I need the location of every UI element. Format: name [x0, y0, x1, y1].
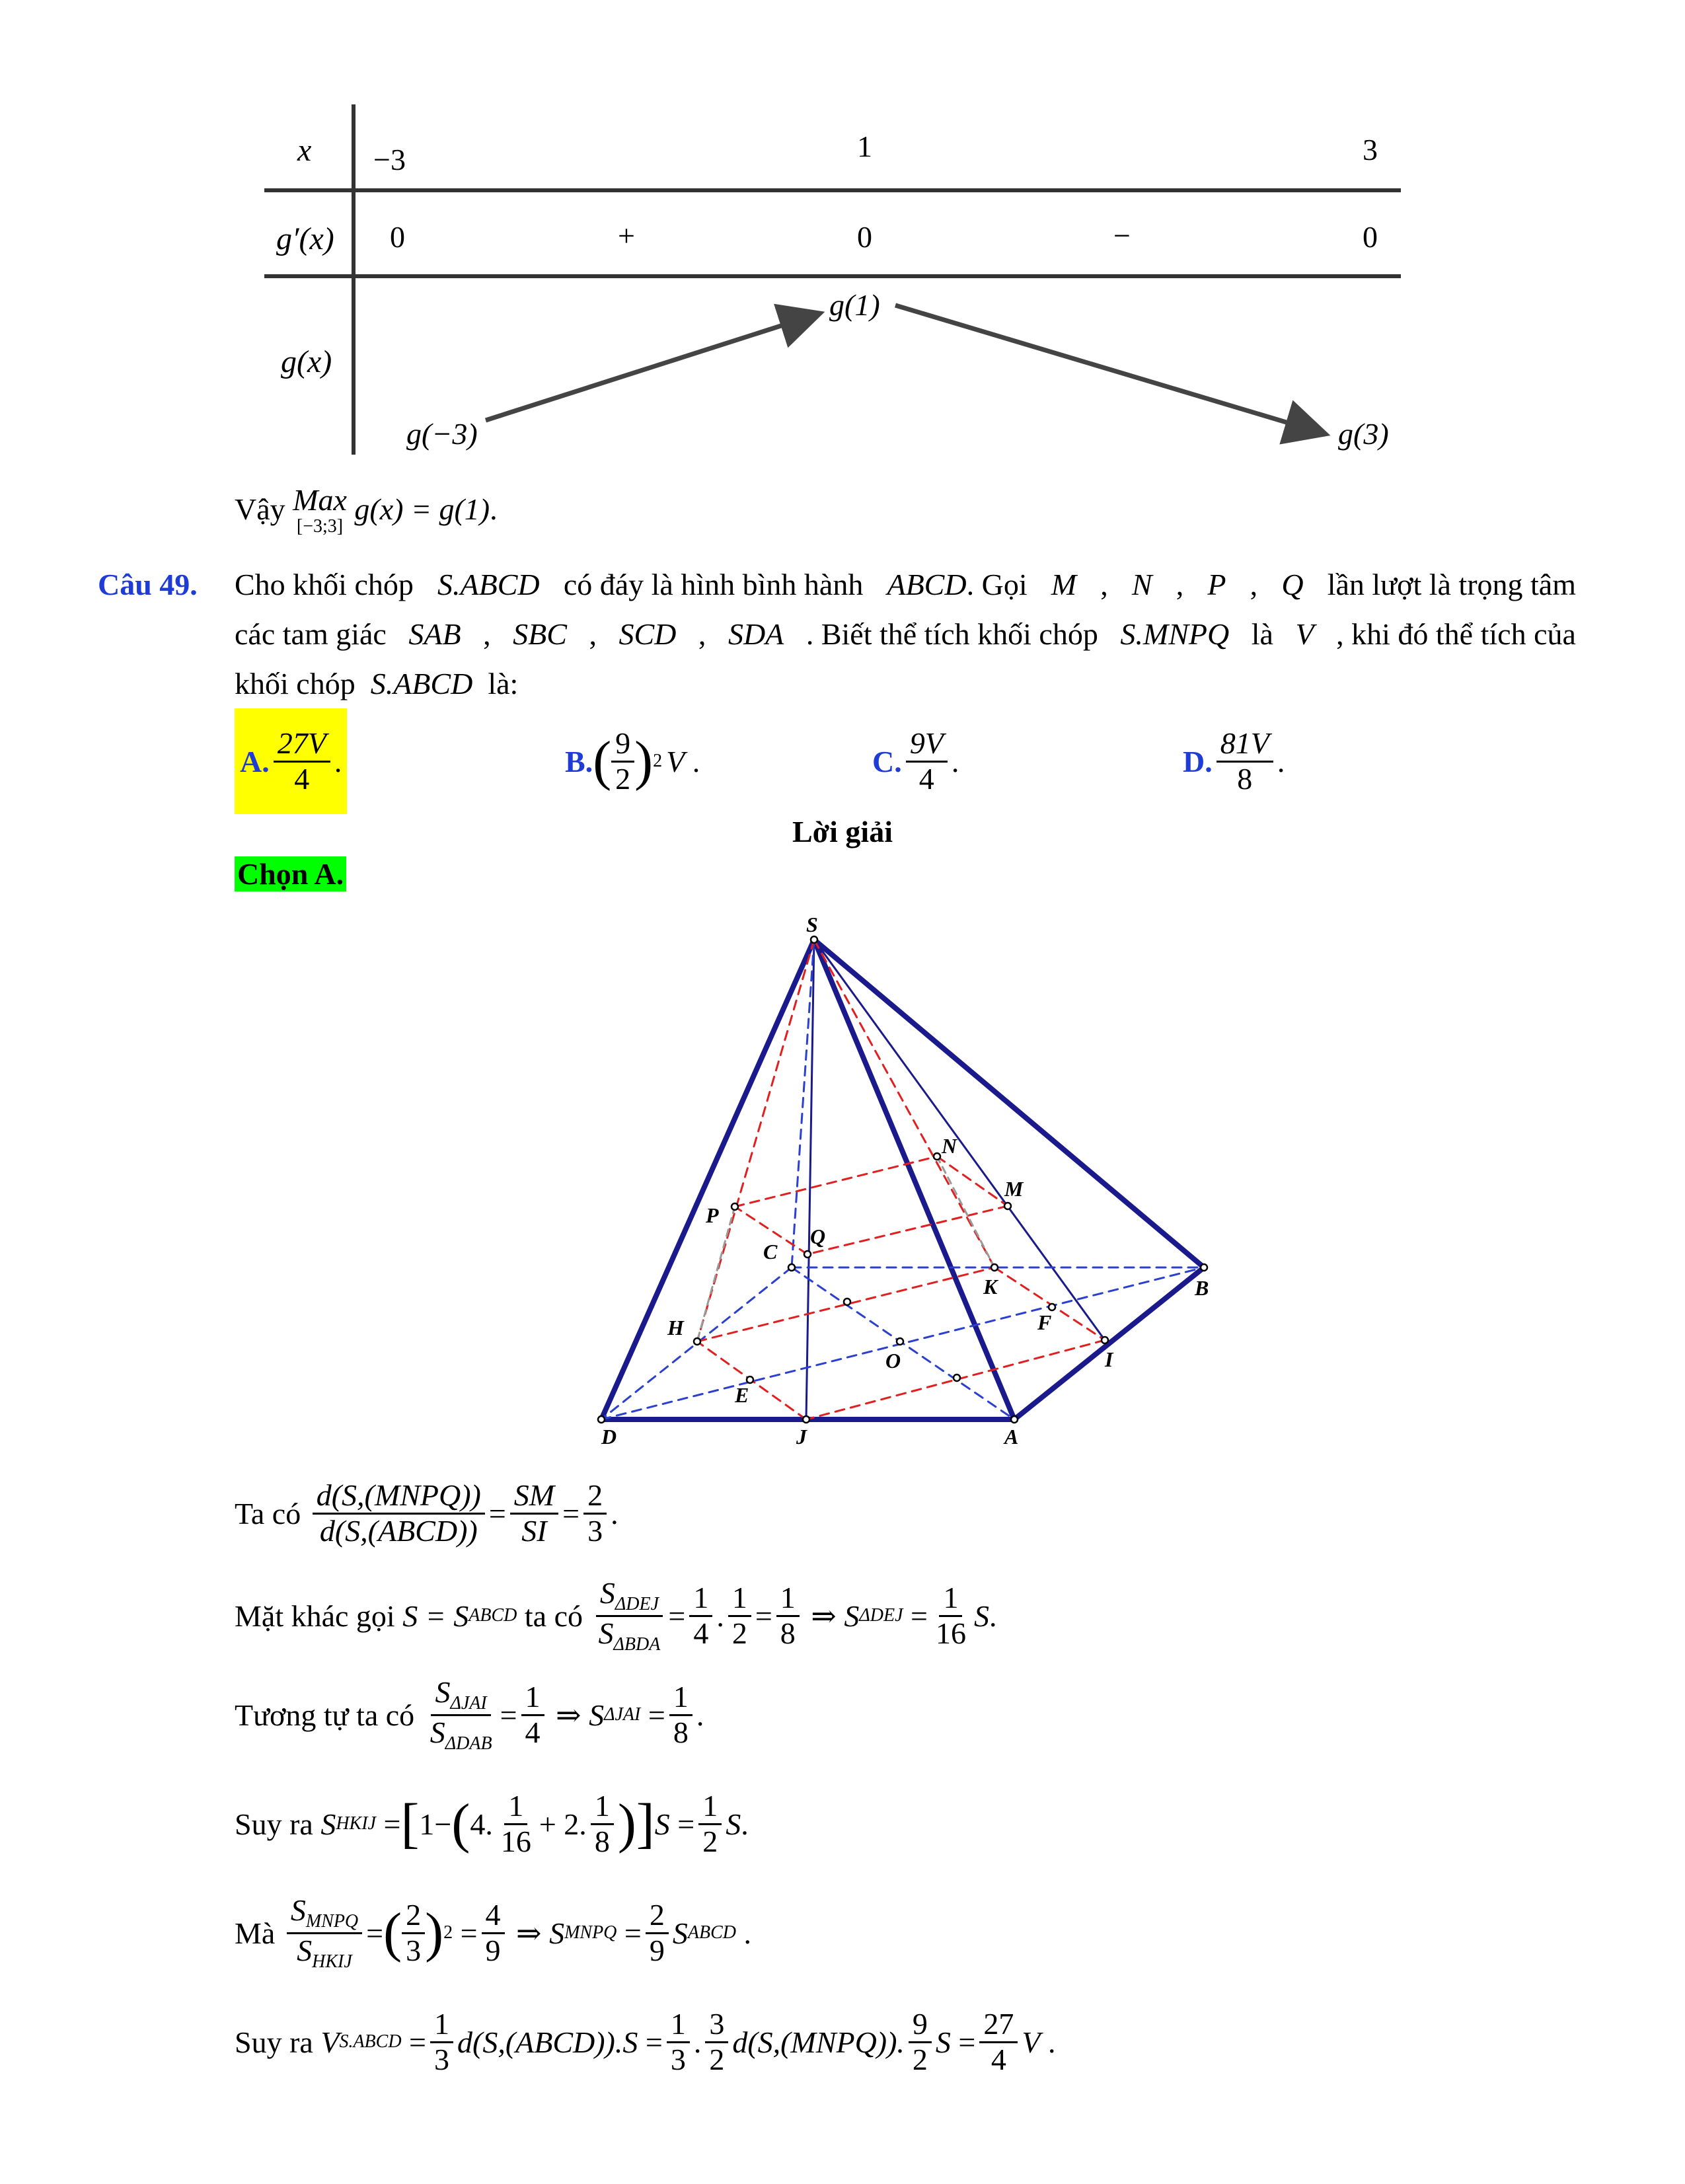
s2-prefix: Mặt khác gọi: [235, 1599, 395, 1633]
solution-choice: Chọn A.: [235, 856, 346, 891]
row-label-g: g(x): [281, 344, 332, 379]
s5-prefix: Mà: [235, 1916, 276, 1950]
step-4: Suy ra S HKIJ = [ 1 − ( 4. $\frac{1}{16}$ + 2. $\frac{1}{8}$ ) ] S = $\frac{1}{2}$ S .: [235, 1788, 749, 1858]
s6-d1: d(S,(ABCD)).S: [457, 2025, 638, 2059]
s1-res-num: 2: [583, 1479, 607, 1515]
s6-f4-d: 2: [912, 2042, 928, 2076]
s3-den-sub: ΔDAB: [445, 1733, 492, 1754]
option-b[interactable]: B. ( $\frac{9}{2}$ ) 2 V .: [565, 726, 700, 796]
s6-f2-d: 3: [670, 2042, 686, 2076]
s2-num-sub: ΔDEJ: [615, 1593, 659, 1614]
q1a: Cho khối chóp: [235, 568, 414, 601]
s6-f1-n: 1: [430, 2008, 453, 2043]
option-d[interactable]: D. $\frac{81V}{8}$ .: [1183, 726, 1285, 796]
q3b: là:: [488, 667, 519, 700]
q2-smnpq: S.MNPQ: [1120, 617, 1230, 651]
s1-res-den: 3: [587, 1513, 603, 1548]
s4-f1-n: 1: [504, 1789, 527, 1825]
question-number: Câu 49.: [98, 568, 198, 601]
max-word: Max: [293, 483, 347, 517]
s5-f2-d: 9: [485, 1933, 501, 1967]
option-b-exp: 2: [653, 751, 663, 771]
s5-tail-sub: ABCD: [687, 1922, 736, 1943]
s2-def: S = S: [402, 1599, 469, 1633]
option-c[interactable]: C. $\frac{9V}{4}$ .: [872, 726, 959, 796]
q2-v: V: [1295, 617, 1314, 651]
s5-exp: 2: [443, 1922, 453, 1943]
q1-n: N: [1131, 568, 1152, 601]
s6-prefix: Suy ra: [235, 2025, 313, 2059]
q2b: . Biết thể tích khối chóp: [805, 617, 1098, 651]
solution-title: Lời giải: [792, 815, 893, 848]
s2-tail: S: [973, 1599, 989, 1633]
fig-label-d: D: [601, 1425, 617, 1449]
q1-sabcd: S.ABCD: [437, 568, 540, 601]
s6-f5-n: 27: [979, 2008, 1018, 2043]
conclusion-expression: g(x) = g(1): [354, 492, 490, 526]
q1-p: P: [1207, 568, 1226, 601]
fig-label-b: B: [1195, 1276, 1209, 1300]
conclusion-line: [235, 482, 498, 536]
question-line-2: các tam giác SAB , SBC , SCD , SDA . Biết thể tích khối chóp S.MNPQ là V , khi đó thể tích của: [235, 617, 1576, 651]
s6-v: V: [320, 2025, 340, 2059]
s3-res-sub: ΔJAI: [604, 1704, 641, 1725]
s6-s: S: [935, 2025, 951, 2059]
s4-prefix: Suy ra: [235, 1807, 313, 1841]
fig-label-s: S: [806, 913, 818, 936]
s4-f1-d: 16: [500, 1824, 531, 1858]
conclusion-prefix: Vậy: [235, 492, 285, 526]
s3-res-n: 1: [669, 1680, 693, 1716]
fig-label-k: K: [983, 1275, 998, 1299]
option-a-den: 4: [294, 761, 310, 796]
option-d-num: 81V: [1217, 727, 1273, 763]
q2-sbc: SBC: [513, 617, 567, 651]
conclusion-end: .: [490, 492, 498, 526]
s2-f3-d: 8: [780, 1616, 796, 1650]
s1-mid-den: SI: [521, 1513, 547, 1548]
s6-f2-n: 1: [667, 2008, 690, 2043]
fig-label-f: F: [1037, 1310, 1052, 1334]
s3-f1-d: 4: [525, 1715, 541, 1749]
step-1: Ta có $\frac{\text{d(S,(MNPQ))}}{\text{d(S,(ABCD))}}$ = $\frac{SM}{SI}$ = $\frac{2}{3}$ .: [235, 1478, 618, 1548]
s5-res-n: 2: [646, 1899, 669, 1934]
s4-one: 1: [419, 1807, 435, 1841]
deriv-value-1: 0: [390, 220, 405, 254]
q2-sab: SAB: [408, 617, 461, 651]
option-c-num: 9V: [906, 727, 948, 763]
g-value-end: g(3): [1338, 417, 1389, 451]
s3-prefix: Tương tự ta có: [235, 1698, 415, 1732]
s2-f2-n: 1: [728, 1581, 751, 1617]
step-6: Suy ra V S.ABCD = $\frac{1}{3}$ d(S,(ABCD)).S = $\frac{1}{3}$ . $\frac{3}{2}$ d(S,(MNPQ)). $\frac{9}{2}$ S = $\frac{27}{4}$ V .: [235, 2006, 1056, 2076]
fig-label-o: O: [885, 1349, 901, 1373]
question-line-3: [235, 666, 518, 701]
s6-v-sub: S.ABCD: [339, 2031, 402, 2052]
s4-plus: + 2.: [539, 1807, 587, 1841]
row-label-gprime: g′(x): [276, 221, 334, 256]
fig-label-h: H: [667, 1316, 684, 1339]
max-interval: [−3;3]: [296, 516, 344, 537]
s6-f5-d: 4: [991, 2042, 1006, 2076]
s2-den-sub: ΔBDA: [613, 1634, 661, 1655]
s4-sub: HKIJ: [336, 1813, 376, 1834]
row-label-x: x: [297, 133, 312, 168]
option-d-label: D.: [1183, 744, 1213, 778]
s3-f1-n: 1: [521, 1680, 544, 1716]
s5-num-sub: MNPQ: [305, 1910, 359, 1932]
s2-f2-d: 2: [731, 1616, 747, 1650]
q3a: khối chóp: [235, 667, 356, 700]
option-a-num: 27V: [274, 727, 330, 763]
fig-label-q: Q: [810, 1224, 826, 1248]
step-3: Tương tự ta có $\frac{S_{\Delta JAI}}{S_{\Delta DAB}}$ = $\frac{1}{4}$ ⇒ S ΔJAI = $\frac{1}{8}$ .: [235, 1675, 704, 1754]
s2-res-d: 16: [935, 1616, 966, 1650]
s2-res-n: 1: [939, 1581, 962, 1617]
q1-m: M: [1051, 568, 1077, 601]
option-b-after: V: [666, 744, 685, 778]
s4-four: 4.: [470, 1807, 493, 1841]
x-value-2: 1: [857, 130, 872, 163]
s6-f1-d: 3: [434, 2042, 449, 2076]
s2-f1-d: 4: [693, 1616, 709, 1650]
s5-den-sub: HKIJ: [312, 1951, 352, 1972]
x-value-3: 3: [1363, 133, 1378, 167]
s4-f2-n: 1: [591, 1789, 614, 1825]
s2-num: S: [599, 1575, 615, 1610]
s6-f3-d: 2: [709, 2042, 725, 2076]
s2-f1-n: 1: [689, 1581, 712, 1617]
s1-den: d(S,(ABCD)): [319, 1513, 478, 1548]
s6-f4-n: 9: [909, 2008, 932, 2043]
s6-tail: V: [1022, 2025, 1041, 2059]
q1-q: Q: [1281, 568, 1304, 601]
deriv-value-2: +: [618, 219, 635, 252]
fig-label-m: M: [1004, 1177, 1024, 1201]
s5-res-d: 9: [649, 1933, 665, 1967]
s1-num: d(S,(MNPQ)): [313, 1479, 485, 1515]
s1-mid-num: SM: [510, 1479, 558, 1515]
step-5: Mà $\frac{S_{MNPQ}}{S_{HKIJ}}$ = ( $\frac{2}{3}$ ) 2 = $\frac{4}{9}$ ⇒ S MNPQ = $\frac{2}{9}$ S ABCD .: [235, 1893, 751, 1972]
fig-label-j: J: [796, 1425, 807, 1449]
s6-d2: d(S,(MNPQ)).: [732, 2025, 905, 2059]
q1c: . Gọi: [966, 568, 1028, 601]
option-b-den: 2: [615, 761, 631, 796]
s2-f3-n: 1: [776, 1581, 800, 1617]
step-2: Mặt khác gọi S = S ABCD ta có $\frac{S_{\Delta DEJ}}{S_{\Delta BDA}}$ = $\frac{1}{4}$ . $\frac{1}{2}$ = $\frac{1}{8}$ ⇒ S ΔDEJ = $\frac{1}{16}$ S .: [235, 1575, 997, 1655]
s6-f3-n: 3: [705, 2008, 728, 2043]
s3-res-d: 8: [673, 1715, 689, 1749]
option-a[interactable]: A. $\frac{27V}{4}$ .: [235, 708, 347, 814]
q1d: lần lượt là trọng tâm: [1327, 568, 1576, 601]
s4-res-n: 1: [698, 1789, 722, 1825]
g-value-min: g(−3): [406, 417, 478, 451]
fig-label-p: P: [706, 1203, 719, 1227]
s5-f-n: 2: [402, 1899, 425, 1934]
s2-res: S: [844, 1599, 860, 1633]
q2-sda: SDA: [728, 617, 784, 651]
fig-label-n: N: [942, 1134, 957, 1158]
g-value-max: g(1): [829, 288, 880, 322]
fig-label-i: I: [1105, 1347, 1113, 1371]
s4-f2-d: 8: [594, 1824, 610, 1858]
fig-label-a: A: [1004, 1425, 1019, 1449]
q2-scd: SCD: [618, 617, 677, 651]
s2-res-sub: ΔDEJ: [859, 1605, 903, 1626]
deriv-value-3: 0: [857, 220, 872, 254]
s2-den: S: [598, 1616, 614, 1650]
s3-num-sub: ΔJAI: [450, 1692, 487, 1713]
deriv-value-5: 0: [1363, 220, 1378, 254]
s4-res-d: 2: [702, 1824, 718, 1858]
fig-label-e: E: [735, 1383, 749, 1407]
question-line-1: Cho khối chóp S.ABCD có đáy là hình bình hành ABCD. Gọi M , N , P , Q lần lượt là trọng tâm: [235, 568, 1576, 601]
q1b: có đáy là hình bình hành: [563, 568, 864, 601]
s5-f-d: 3: [406, 1933, 422, 1967]
q2d: , khi đó thể tích của: [1336, 617, 1576, 651]
fig-label-c: C: [763, 1240, 778, 1263]
option-c-den: 4: [918, 761, 934, 796]
option-c-label: C.: [872, 744, 902, 778]
q2a: các tam giác: [235, 617, 387, 651]
q3-sabcd: S.ABCD: [370, 667, 473, 700]
decreasing-arrow: [895, 305, 1322, 433]
option-a-label: A.: [240, 744, 270, 778]
deriv-value-4: −: [1113, 219, 1131, 252]
option-b-label: B.: [565, 744, 593, 778]
variation-table: [0, 0, 1685, 476]
s5-res-sub: MNPQ: [564, 1922, 617, 1943]
increasing-arrow: [486, 315, 816, 420]
x-value-1: −3: [373, 143, 406, 176]
q1-abcd: ABCD: [887, 568, 967, 601]
q2c: là: [1251, 617, 1273, 651]
option-b-num: 9: [611, 727, 634, 763]
s5-f2-n: 4: [482, 1899, 505, 1934]
option-d-den: 8: [1237, 761, 1253, 796]
s1-prefix: Ta có: [235, 1496, 301, 1530]
s2-mid: ta có: [524, 1599, 583, 1633]
s2-def-sub: ABCD: [468, 1605, 517, 1626]
variation-table-svg: [0, 0, 1685, 476]
